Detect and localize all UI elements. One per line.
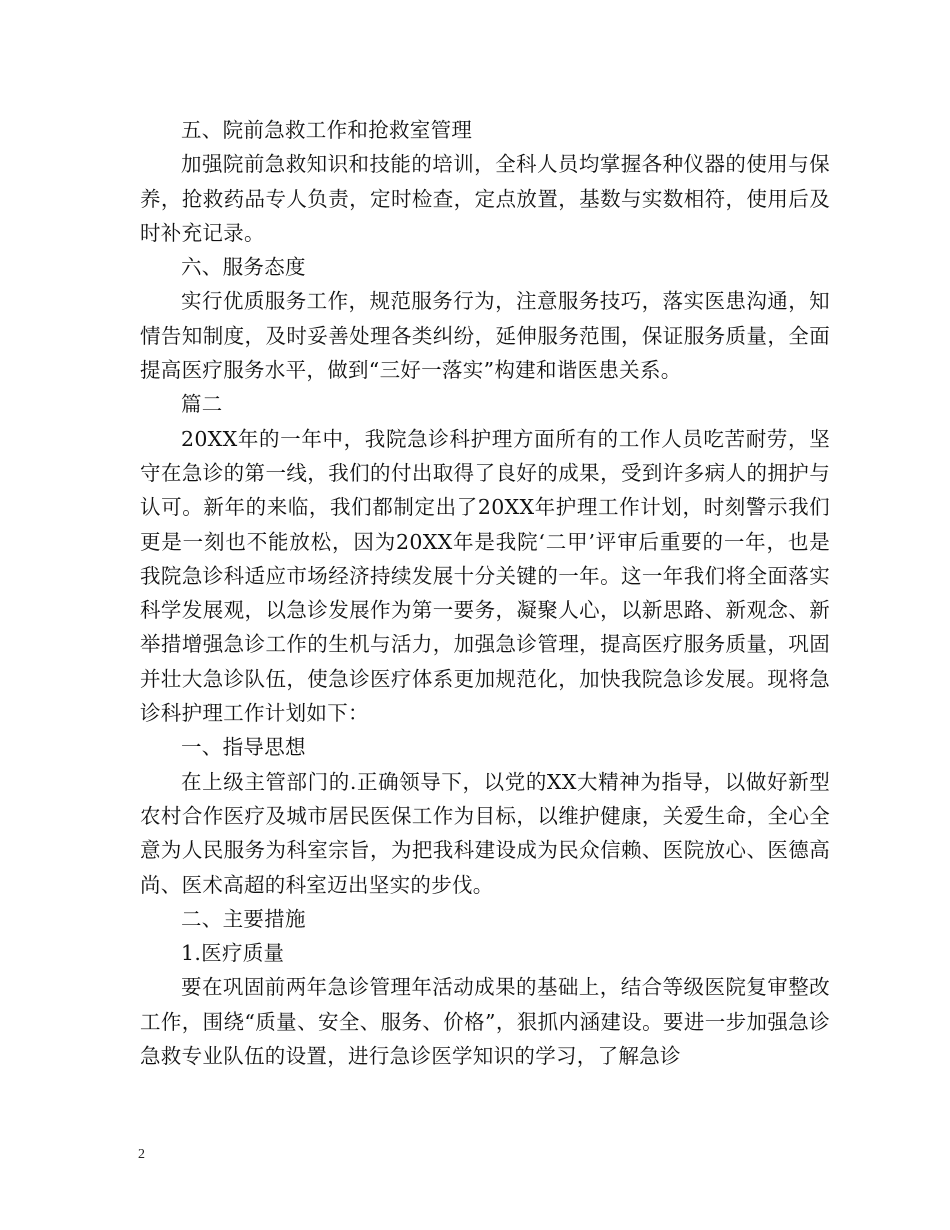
part-heading-two: 篇二 xyxy=(181,392,223,417)
document-body xyxy=(140,113,830,1073)
paragraph-medical-quality: 要在巩固前两年急诊管理年活动成果的基础上，结合等级医院复审整改工作，围绕“质量、安全、服务、价格”，狠抓内涵建设。要进一步加强急诊急救专业队伍的设置，进行急诊医学知识的学习，了解急诊 xyxy=(140,975,830,1069)
paragraph-intro: 20XX年的一年中，我院急诊科护理方面所有的工作人员吃苦耐劳，坚守在急诊的第一线，我们的付出取得了良好的成果，受到许多病人的拥护与认可。新年的来临，我们都制定出了20XX年护理工作计划，时刻警示我们更是一刻也不能放松，因为20XX年是我院‘二甲’评审后重要的一年，也是我院急诊科适应市场经济持续发展十分关键的一年。这一年我们将全面落实科学发展观，以急诊发展作为第一要务，凝聚人心，以新思路、新观念、新举措增强急诊工作的生机与活力，加强急诊管理，提高医疗服务质量，巩固并壮大急诊队伍，使急诊医疗体系更加规范化，加快我院急诊发展。现将急诊科护理工作计划如下： xyxy=(140,426,830,726)
section-heading-guiding-thought: 一、指导思想 xyxy=(181,735,306,760)
subsection-heading-medical-quality: 1.医疗质量 xyxy=(181,941,285,966)
paragraph-guiding-thought: 在上级主管部门的.正确领导下，以党的XX大精神为指导，以做好新型农村合作医疗及城市居民医保工作为目标，以维护健康，关爱生命，全心全意为人民服务为科室宗旨，为把我科建设成为民众信赖、医院放心、医德高尚、医术高超的科室迈出坚实的步伐。 xyxy=(140,769,830,897)
section-heading-main-measures: 二、主要措施 xyxy=(181,906,306,931)
page-number: 2 xyxy=(138,1147,145,1162)
section-heading-service-attitude: 六、服务态度 xyxy=(181,255,306,280)
paragraph-prehospital: 加强院前急救知识和技能的培训，全科人员均掌握各种仪器的使用与保养，抢救药品专人负责，定时检查，定点放置，基数与实数相符，使用后及时补充记录。 xyxy=(140,152,830,245)
section-heading-prehospital: 五、院前急救工作和抢救室管理 xyxy=(181,118,473,142)
paragraph-service-attitude: 实行优质服务工作，规范服务行为，注意服务技巧，落实医患沟通，知情告知制度，及时妥善处理各类纠纷，延伸服务范围，保证服务质量，全面提高医疗服务水平，做到“三好一落实”构建和谐医患关系。 xyxy=(140,289,830,383)
